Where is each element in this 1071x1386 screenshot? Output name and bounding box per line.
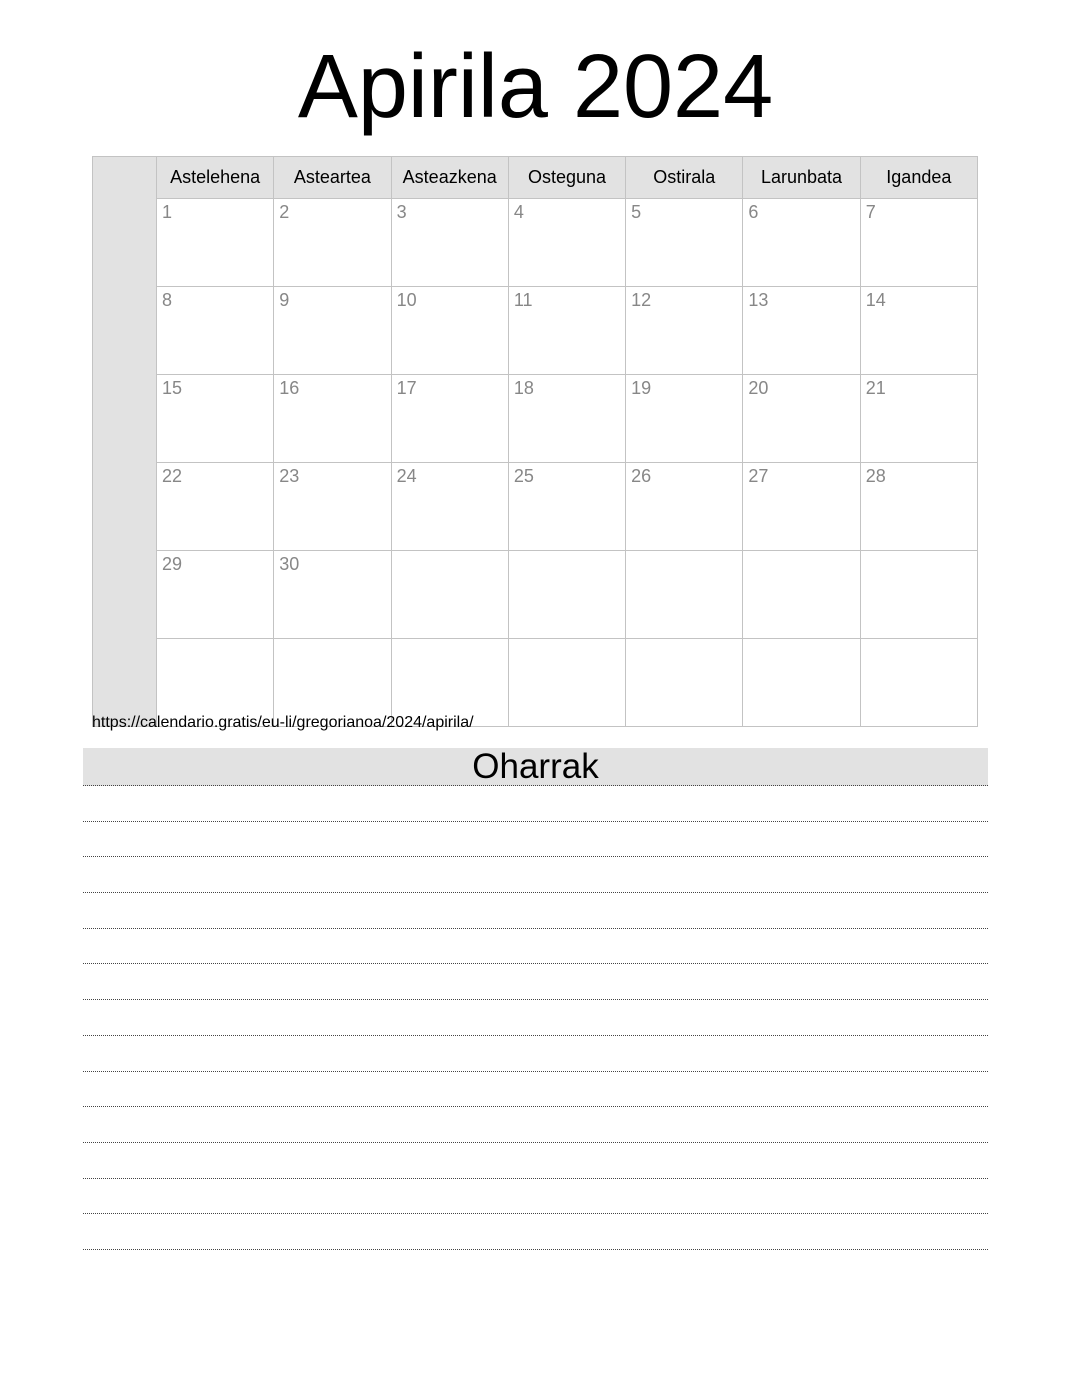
note-line [83,964,988,1000]
note-line [83,857,988,893]
note-line [83,1036,988,1072]
note-line [83,929,988,965]
notes-lines-area [83,786,988,1250]
day-cell: 22 [157,463,274,551]
note-line [83,822,988,858]
calendar-week-row [93,375,978,463]
empty-day-cell [508,551,625,639]
note-line [83,1107,988,1143]
weekday-header: Asteartea [274,157,391,199]
weekday-header: Osteguna [508,157,625,199]
week-number-column [93,157,157,727]
weekday-header-row [93,157,978,199]
day-cell: 1 [157,199,274,287]
empty-day-cell [626,639,743,727]
empty-day-cell [508,639,625,727]
note-line [83,1000,988,1036]
day-cell: 2 [274,199,391,287]
day-cell: 12 [626,287,743,375]
weekday-header: Larunbata [743,157,860,199]
day-cell: 7 [860,199,977,287]
day-cell: 17 [391,375,508,463]
calendar-week-row [93,463,978,551]
day-cell: 18 [508,375,625,463]
day-cell: 13 [743,287,860,375]
day-cell: 8 [157,287,274,375]
day-cell: 20 [743,375,860,463]
empty-day-cell [860,551,977,639]
note-line [83,1179,988,1215]
day-cell: 21 [860,375,977,463]
weekday-header: Igandea [860,157,977,199]
calendar-week-row [93,551,978,639]
empty-day-cell [391,551,508,639]
day-cell: 16 [274,375,391,463]
day-cell: 4 [508,199,625,287]
day-cell: 9 [274,287,391,375]
note-line [83,1214,988,1250]
calendar-week-row [93,287,978,375]
empty-day-cell [626,551,743,639]
day-cell: 6 [743,199,860,287]
day-cell: 3 [391,199,508,287]
calendar-container [92,156,978,727]
note-line [83,786,988,822]
empty-day-cell [743,639,860,727]
weekday-header: Astelehena [157,157,274,199]
note-line [83,893,988,929]
day-cell: 15 [157,375,274,463]
calendar-week-row [93,199,978,287]
calendar-table [92,156,978,727]
day-cell: 24 [391,463,508,551]
day-cell: 23 [274,463,391,551]
empty-day-cell [860,639,977,727]
note-line [83,1072,988,1108]
day-cell: 19 [626,375,743,463]
day-cell: 28 [860,463,977,551]
note-line [83,1143,988,1179]
page-title: Apirila 2024 [297,37,774,137]
day-cell: 11 [508,287,625,375]
empty-day-cell [743,551,860,639]
notes-title: Oharrak [472,748,599,786]
day-cell: 29 [157,551,274,639]
weekday-header: Ostirala [626,157,743,199]
day-cell: 10 [391,287,508,375]
day-cell: 27 [743,463,860,551]
source-url-text: https://calendario.gratis/eu-li/gregorianoa/2024/apirila/ [92,714,474,731]
day-cell: 26 [626,463,743,551]
notes-title-bar [83,748,988,786]
day-cell: 5 [626,199,743,287]
weekday-header: Asteazkena [391,157,508,199]
day-cell: 30 [274,551,391,639]
day-cell: 14 [860,287,977,375]
day-cell: 25 [508,463,625,551]
